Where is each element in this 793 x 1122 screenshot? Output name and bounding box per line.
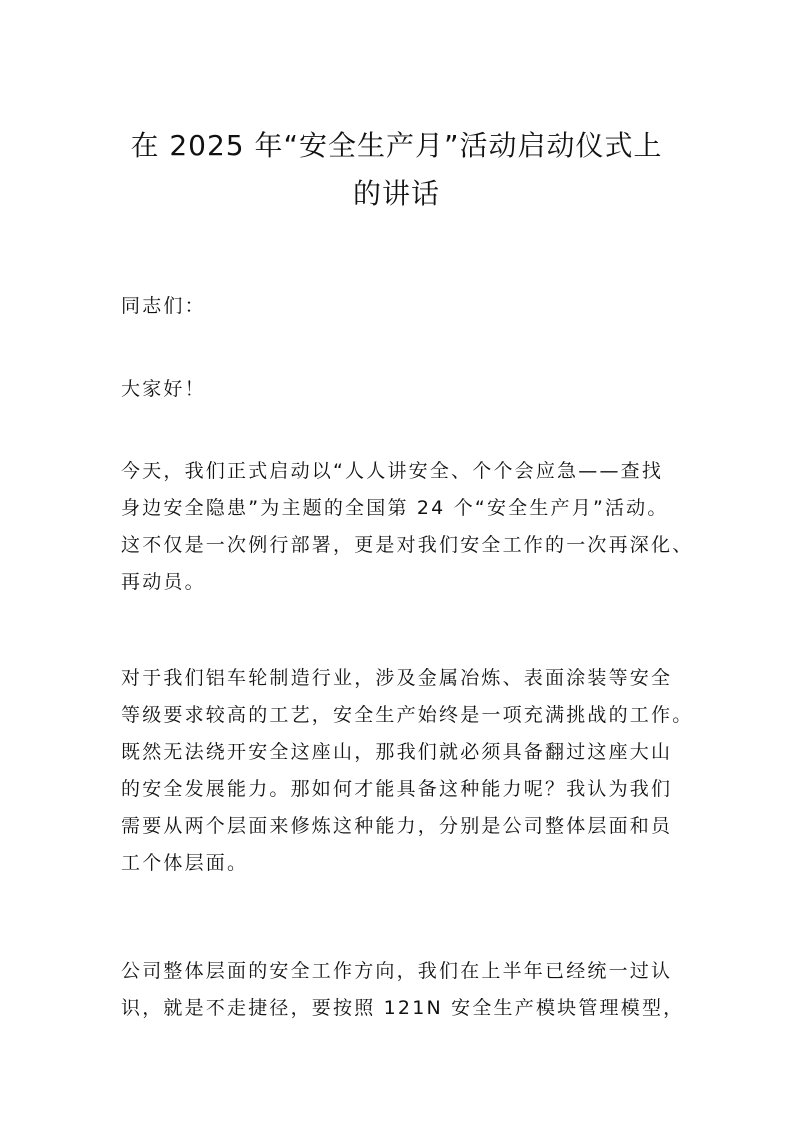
paragraph-line: 对于我们铝车轮制造行业，涉及金属冶炼、表面涂装等安全 xyxy=(121,667,673,689)
paragraph-line: 既然无法绕开安全这座山，那我们就必须具备翻过这座大山 xyxy=(121,741,673,763)
salutation-paragraph xyxy=(121,288,681,325)
opening-paragraph xyxy=(121,453,694,601)
paragraph-line: 再动员。 xyxy=(121,571,206,593)
document-title xyxy=(110,122,683,218)
paragraph-line: 识，就是不走捷径，要按照 121N 安全生产模块管理模型， xyxy=(121,997,685,1019)
paragraph-line: 公司整体层面的安全工作方向，我们在上半年已经统一过认 xyxy=(121,960,673,982)
paragraph-line: 身边安全隐患”为主题的全国第 24 个“安全生产月”活动。 xyxy=(121,497,669,519)
paragraph-line: 需要从两个层面来修炼这种能力，分别是公司整体层面和员 xyxy=(121,815,673,837)
greeting-paragraph xyxy=(121,371,681,408)
paragraph-line: 等级要求较高的工艺，安全生产始终是一项充满挑战的工作。 xyxy=(121,704,694,726)
paragraph-line: 这不仅是一次例行部署，更是对我们安全工作的一次再深化、 xyxy=(121,534,694,556)
paragraph-line: 今天，我们正式启动以“人人讲安全、个个会应急——查找 xyxy=(121,460,664,482)
paragraph-line: 大家好！ xyxy=(121,378,206,400)
paragraph-line: 的安全发展能力。那如何才能具备这种能力呢？我认为我们 xyxy=(121,778,673,800)
title-line-1: 在 2025 年“安全生产月”活动启动仪式上 xyxy=(130,129,663,162)
industry-paragraph xyxy=(121,660,694,882)
company-level-paragraph xyxy=(121,953,685,1027)
paragraph-line: 同志们： xyxy=(121,295,206,317)
paragraph-line: 工个体层面。 xyxy=(121,852,249,874)
title-line-2: 的讲话 xyxy=(352,177,440,210)
